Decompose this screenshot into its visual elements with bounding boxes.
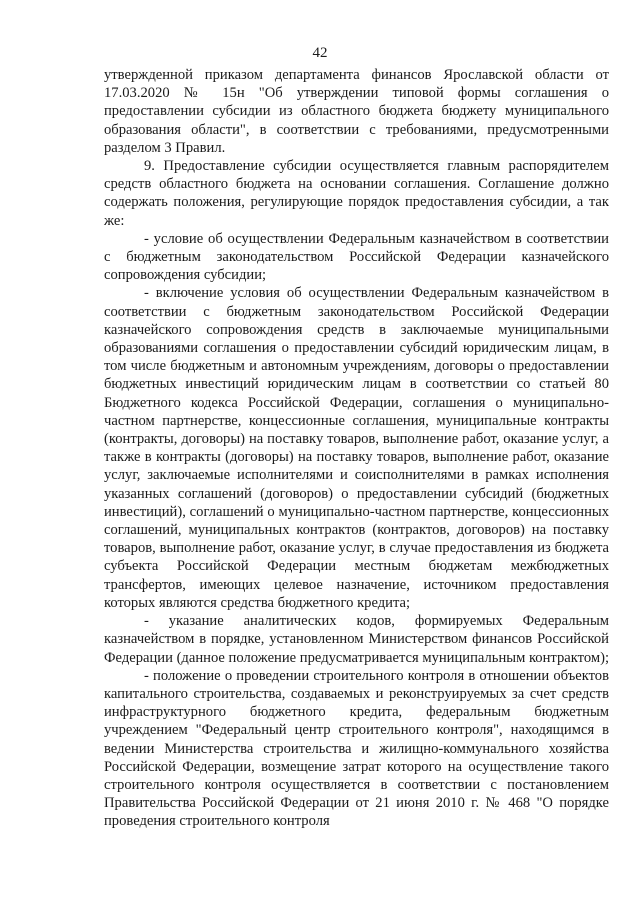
paragraph-1: утвержденной приказом департамента финансов Ярославской области от 17.03.2020 № 15н "Об утверждении типовой формы соглашения о предоставлении субсидии из областного бюджета бюджету муниципального образования области", в соответствии с требованиями, предусмотренными разделом 3 Правил. xyxy=(104,67,609,156)
paragraph-3: - условие об осуществлении Федеральным казначейством в соответствии с бюджетным законодательством Российской Федерации казначейского сопровождения субсидии; xyxy=(104,230,609,284)
paragraph-5: - указание аналитических кодов, формируемых Федеральным казначейством в порядке, установленном Министерством финансов Российской Федерации (данное положение предусматривается муниципальным контрактом); xyxy=(104,613,609,666)
page-number: 42 xyxy=(312,45,328,61)
paragraph-4: - включение условия об осуществлении Федеральным казначейством в соответствии с бюджетным законодательством Российской Федерации казначейского сопровождения средств в заключаемые муниципальными образованиями соглашения о предоставлении субсидий юридическим лицам, в том числе бюджетным и автономным учреждениям, договоры о предоставлении бюджетных инвестиций юридическим лицам в соответствии со статьей 80 Бюджетного кодекса Российской Федерации, соглашения о муниципально-частном партнерстве, концессионные соглашения, муниципальные контракты (контракты, договоры) на поставку товаров, выполнение работ, оказание услуг, а также в контракты (договоры) на поставку товаров, выполнение работ, оказание услуг, заключаемые исполнителями и соисполнителями в рамках исполнения указанных соглашений (договоров) о предоставлении субсидий (бюджетных инвестиций), соглашений о муниципально-частном партнерстве, концессионных соглашений, муниципальных контрактов (контрактов, договоров) на поставку товаров, выполнение работ, оказание услуг, в случае предоставления из бюджета субъекта Российской Федерации местным бюджетам межбюджетных трансфертов, имеющих целевое назначение, источником предоставления которых являются средства бюджетного кредита; xyxy=(104,285,609,611)
paragraph-6: - положение о проведении строительного контроля в отношении объектов капитального строительства, создаваемых и реконструируемых за счет средств инфраструктурного бюджетного кредита, федеральным бюджетным учреждением "Федеральный центр строительного контроля", находящимся в ведении Министерства строительства и жилищно-коммунального хозяйства Российской Федерации, возмещение затрат которого на осуществление такого строительного контроля осуществляется в соответствии с постановлением Правительства Российской Федерации от 21 июня 2010 г. № 468 "О порядке проведения строительного контроля xyxy=(104,667,609,830)
paragraph-2: 9. Предоставление субсидии осуществляется главным распорядителем средств областного бюджета на основании соглашения. Соглашение должно содержать положения, регулирующие порядок предоставления субсидии, а так же: xyxy=(104,158,609,229)
document-body xyxy=(104,66,609,831)
